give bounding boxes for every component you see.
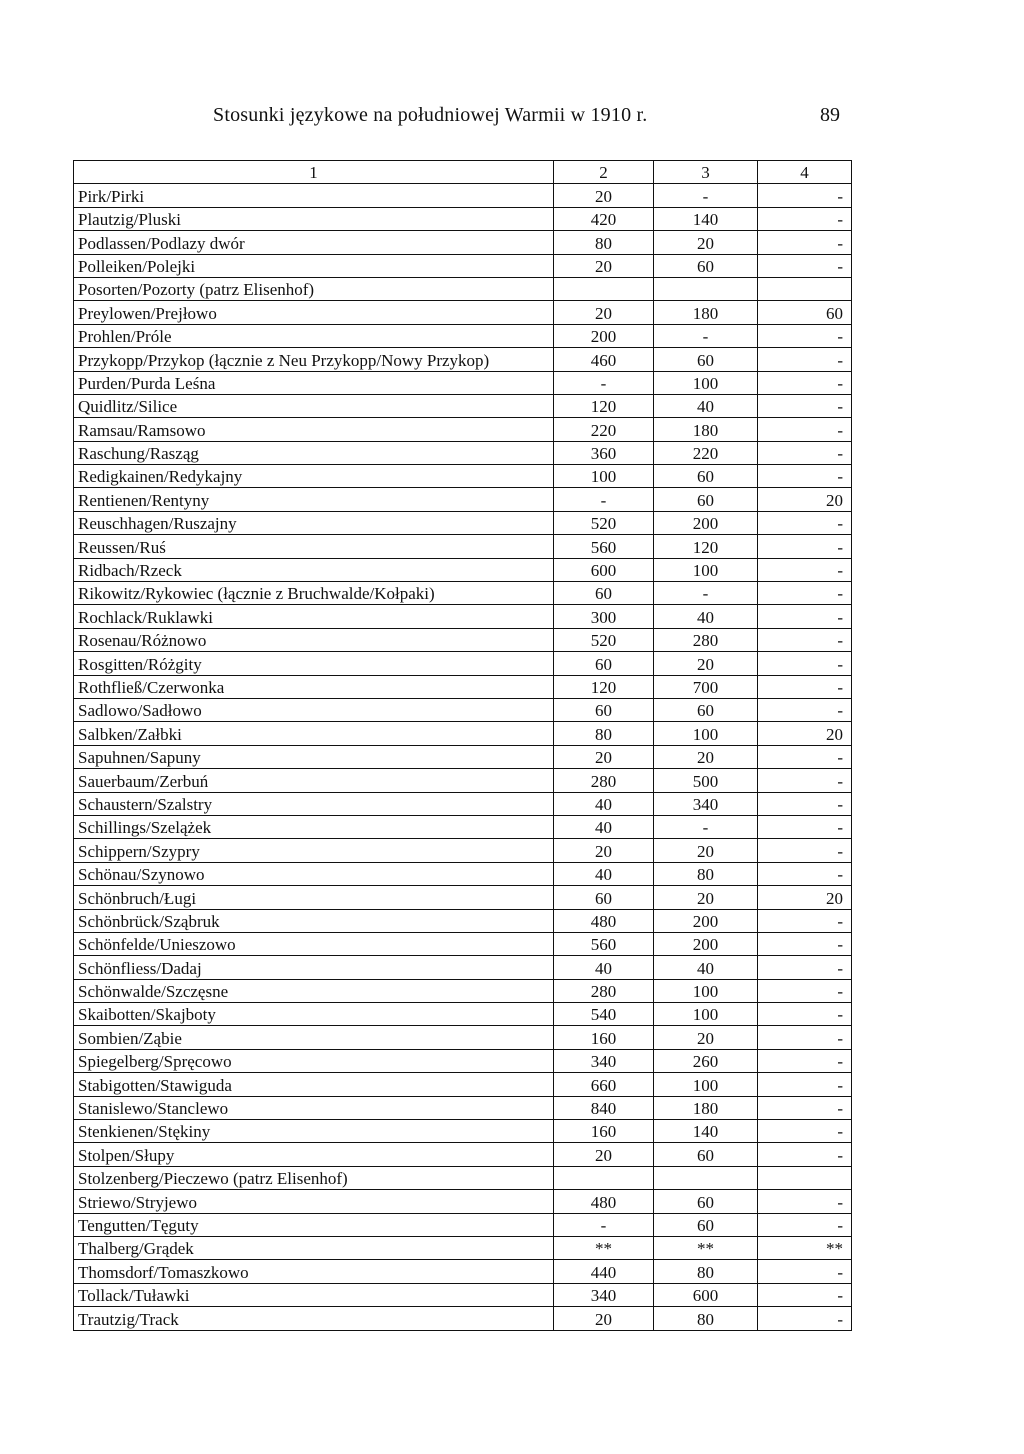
locality-name-cell: Sombien/Ząbie [74, 1026, 554, 1049]
value-cell-col3: 60 [654, 698, 758, 721]
value-cell-col4: - [758, 511, 852, 534]
table-row [74, 1003, 852, 1026]
value-cell-col3: 20 [654, 839, 758, 862]
value-cell-col3: 60 [654, 1190, 758, 1213]
value-cell-col3: 340 [654, 792, 758, 815]
value-cell-col3: 60 [654, 1213, 758, 1236]
locality-name-cell: Schönwalde/Szczęsne [74, 979, 554, 1002]
locality-name-cell: Thalberg/Grądek [74, 1236, 554, 1259]
value-cell-col3: 500 [654, 769, 758, 792]
value-cell-col2: 200 [554, 324, 654, 347]
value-cell-col4: - [758, 558, 852, 581]
table-row [74, 1166, 852, 1189]
locality-name-cell: Trautzig/Track [74, 1307, 554, 1330]
value-cell-col4: 60 [758, 301, 852, 324]
value-cell-col3: 20 [654, 1026, 758, 1049]
value-cell-col2: 20 [554, 254, 654, 277]
table-row [74, 184, 852, 207]
table-row [74, 1236, 852, 1259]
value-cell-col4: - [758, 815, 852, 838]
value-cell-col4: - [758, 628, 852, 651]
table-row [74, 582, 852, 605]
value-cell-col4: - [758, 1073, 852, 1096]
locality-name-cell: Ridbach/Rzeck [74, 558, 554, 581]
value-cell-col2: - [554, 1213, 654, 1236]
value-cell-col4: 20 [758, 886, 852, 909]
value-cell-col4: - [758, 792, 852, 815]
table-row [74, 722, 852, 745]
locality-name-cell: Schönbruch/Ługi [74, 886, 554, 909]
locality-name-cell: Tengutten/Tęguty [74, 1213, 554, 1236]
value-cell-col4: - [758, 839, 852, 862]
value-cell-col2: 60 [554, 652, 654, 675]
value-cell-col2: 20 [554, 1143, 654, 1166]
value-cell-col4 [758, 277, 852, 300]
value-cell-col3: 80 [654, 862, 758, 885]
value-cell-col3: 60 [654, 488, 758, 511]
value-cell-col4: 20 [758, 488, 852, 511]
value-cell-col4: - [758, 909, 852, 932]
value-cell-col4: - [758, 1260, 852, 1283]
value-cell-col2: 160 [554, 1026, 654, 1049]
locality-name-cell: Podlassen/Podlazy dwór [74, 231, 554, 254]
table-body [74, 184, 852, 1330]
locality-name-cell: Rochlack/Ruklawki [74, 605, 554, 628]
table-row [74, 324, 852, 347]
value-cell-col2: 460 [554, 348, 654, 371]
locality-name-cell: Sauerbaum/Zerbuń [74, 769, 554, 792]
value-cell-col2: 100 [554, 465, 654, 488]
value-cell-col2: 560 [554, 535, 654, 558]
value-cell-col3: 100 [654, 371, 758, 394]
table-row [74, 441, 852, 464]
table-row [74, 465, 852, 488]
locality-name-cell: Purden/Purda Leśna [74, 371, 554, 394]
value-cell-col2: 540 [554, 1003, 654, 1026]
value-cell-col4: - [758, 535, 852, 558]
value-cell-col3: 40 [654, 605, 758, 628]
running-title: Stosunki językowe na południowej Warmii w 1910 r. [213, 104, 648, 126]
table-row [74, 277, 852, 300]
locality-name-cell: Rothfließ/Czerwonka [74, 675, 554, 698]
value-cell-col3: 60 [654, 465, 758, 488]
value-cell-col2: 160 [554, 1120, 654, 1143]
value-cell-col4: - [758, 1283, 852, 1306]
value-cell-col2: 80 [554, 231, 654, 254]
value-cell-col2: 60 [554, 886, 654, 909]
locality-name-cell: Schönau/Szynowo [74, 862, 554, 885]
table-row [74, 394, 852, 417]
value-cell-col3: 180 [654, 418, 758, 441]
locality-name-cell: Stolpen/Słupy [74, 1143, 554, 1166]
value-cell-col4: - [758, 418, 852, 441]
table-row [74, 348, 852, 371]
value-cell-col4: - [758, 371, 852, 394]
value-cell-col4: - [758, 1143, 852, 1166]
locality-name-cell: Striewo/Stryjewo [74, 1190, 554, 1213]
locality-name-cell: Stanislewo/Stanclewo [74, 1096, 554, 1119]
value-cell-col2: 480 [554, 909, 654, 932]
value-cell-col4 [758, 1166, 852, 1189]
locality-name-cell: Plautzig/Pluski [74, 207, 554, 230]
table-row [74, 1260, 852, 1283]
value-cell-col4: - [758, 745, 852, 768]
value-cell-col4: - [758, 1096, 852, 1119]
locality-name-cell: Schippern/Szypry [74, 839, 554, 862]
value-cell-col4: - [758, 1026, 852, 1049]
value-cell-col4: - [758, 932, 852, 955]
locality-name-cell: Schönfliess/Dadaj [74, 956, 554, 979]
value-cell-col2: 520 [554, 628, 654, 651]
locality-name-cell: Rosenau/Różnowo [74, 628, 554, 651]
value-cell-col3: 600 [654, 1283, 758, 1306]
value-cell-col2: 60 [554, 582, 654, 605]
value-cell-col3: 60 [654, 348, 758, 371]
value-cell-col2: 600 [554, 558, 654, 581]
table-row [74, 675, 852, 698]
value-cell-col4: - [758, 582, 852, 605]
value-cell-col4: - [758, 441, 852, 464]
value-cell-col3: 100 [654, 1003, 758, 1026]
value-cell-col3 [654, 1166, 758, 1189]
locality-name-cell: Quidlitz/Silice [74, 394, 554, 417]
locality-name-cell: Thomsdorf/Tomaszkowo [74, 1260, 554, 1283]
locality-name-cell: Polleiken/Polejki [74, 254, 554, 277]
value-cell-col2: 340 [554, 1283, 654, 1306]
value-cell-col3: 20 [654, 886, 758, 909]
value-cell-col3: 80 [654, 1307, 758, 1330]
table-header-row [74, 161, 852, 184]
page-header [0, 98, 1024, 138]
table-row [74, 886, 852, 909]
locality-name-cell: Przykopp/Przykop (łącznie z Neu Przykopp/Nowy Przykop) [74, 348, 554, 371]
locality-name-cell: Preylowen/Prejłowo [74, 301, 554, 324]
value-cell-col3: 140 [654, 1120, 758, 1143]
locality-name-cell: Redigkainen/Redykajny [74, 465, 554, 488]
table-row [74, 932, 852, 955]
value-cell-col4: - [758, 1120, 852, 1143]
table-row [74, 815, 852, 838]
value-cell-col4: - [758, 652, 852, 675]
value-cell-col4: - [758, 1307, 852, 1330]
value-cell-col4: - [758, 1049, 852, 1072]
locality-name-cell: Posorten/Pozorty (patrz Elisenhof) [74, 277, 554, 300]
locality-name-cell: Pirk/Pirki [74, 184, 554, 207]
value-cell-col3: 180 [654, 301, 758, 324]
value-cell-col3: 60 [654, 254, 758, 277]
value-cell-col3: 700 [654, 675, 758, 698]
locality-name-cell: Stolzenberg/Pieczewo (patrz Elisenhof) [74, 1166, 554, 1189]
value-cell-col3: 200 [654, 511, 758, 534]
locality-name-cell: Sadlowo/Sadłowo [74, 698, 554, 721]
value-cell-col2: 660 [554, 1073, 654, 1096]
value-cell-col4: - [758, 184, 852, 207]
locality-table [73, 160, 852, 1331]
value-cell-col3: 100 [654, 979, 758, 1002]
value-cell-col3: 280 [654, 628, 758, 651]
table-row [74, 558, 852, 581]
value-cell-col3: - [654, 184, 758, 207]
value-cell-col2: 40 [554, 792, 654, 815]
value-cell-col4: - [758, 605, 852, 628]
value-cell-col4: 20 [758, 722, 852, 745]
value-cell-col2: 220 [554, 418, 654, 441]
value-cell-col3: 200 [654, 932, 758, 955]
column-header-4: 4 [758, 161, 852, 184]
value-cell-col2: 20 [554, 301, 654, 324]
table-row [74, 979, 852, 1002]
value-cell-col2: ** [554, 1236, 654, 1259]
value-cell-col4: ** [758, 1236, 852, 1259]
locality-name-cell: Sapuhnen/Sapuny [74, 745, 554, 768]
value-cell-col3: 40 [654, 394, 758, 417]
locality-name-cell: Rosgitten/Różgity [74, 652, 554, 675]
locality-name-cell: Ramsau/Ramsowo [74, 418, 554, 441]
table-row [74, 792, 852, 815]
table-row [74, 862, 852, 885]
value-cell-col3: 60 [654, 1143, 758, 1166]
locality-name-cell: Schönbrück/Sząbruk [74, 909, 554, 932]
table-row [74, 418, 852, 441]
table-row [74, 1073, 852, 1096]
table-row [74, 1143, 852, 1166]
value-cell-col4: - [758, 394, 852, 417]
value-cell-col4: - [758, 1213, 852, 1236]
value-cell-col3: - [654, 815, 758, 838]
table-row [74, 628, 852, 651]
value-cell-col3: 200 [654, 909, 758, 932]
locality-name-cell: Salbken/Załbki [74, 722, 554, 745]
table-row [74, 231, 852, 254]
value-cell-col4: - [758, 1190, 852, 1213]
value-cell-col4: - [758, 348, 852, 371]
value-cell-col2: 60 [554, 698, 654, 721]
table-row [74, 1190, 852, 1213]
locality-name-cell: Rentienen/Rentyny [74, 488, 554, 511]
value-cell-col4: - [758, 979, 852, 1002]
value-cell-col3: 180 [654, 1096, 758, 1119]
table-row [74, 745, 852, 768]
value-cell-col3: 120 [654, 535, 758, 558]
locality-name-cell: Spiegelberg/Spręcowo [74, 1049, 554, 1072]
table-row [74, 488, 852, 511]
table-row [74, 511, 852, 534]
value-cell-col2: 560 [554, 932, 654, 955]
table-row [74, 769, 852, 792]
value-cell-col3: 100 [654, 558, 758, 581]
value-cell-col4: - [758, 862, 852, 885]
value-cell-col4: - [758, 956, 852, 979]
locality-name-cell: Schönfelde/Unieszowo [74, 932, 554, 955]
value-cell-col3: - [654, 582, 758, 605]
locality-name-cell: Skaibotten/Skajboty [74, 1003, 554, 1026]
value-cell-col2: 20 [554, 1307, 654, 1330]
locality-name-cell: Reuschhagen/Ruszajny [74, 511, 554, 534]
locality-name-cell: Rikowitz/Rykowiec (łącznie z Bruchwalde/Kołpaki) [74, 582, 554, 605]
table-row [74, 1283, 852, 1306]
value-cell-col2 [554, 277, 654, 300]
value-cell-col2: 420 [554, 207, 654, 230]
value-cell-col2: 40 [554, 956, 654, 979]
column-header-3: 3 [654, 161, 758, 184]
value-cell-col3: 20 [654, 652, 758, 675]
table-row [74, 1213, 852, 1236]
locality-name-cell: Stenkienen/Stękiny [74, 1120, 554, 1143]
value-cell-col2: 40 [554, 815, 654, 838]
table-row [74, 1096, 852, 1119]
value-cell-col3: 20 [654, 745, 758, 768]
table-row [74, 1307, 852, 1330]
table-row [74, 909, 852, 932]
value-cell-col2: 840 [554, 1096, 654, 1119]
value-cell-col2: - [554, 371, 654, 394]
value-cell-col3: 100 [654, 722, 758, 745]
value-cell-col2: 340 [554, 1049, 654, 1072]
value-cell-col4: - [758, 675, 852, 698]
value-cell-col3: - [654, 324, 758, 347]
value-cell-col2: 120 [554, 394, 654, 417]
value-cell-col2: 300 [554, 605, 654, 628]
value-cell-col3: 220 [654, 441, 758, 464]
value-cell-col3: ** [654, 1236, 758, 1259]
value-cell-col4: - [758, 207, 852, 230]
table-row [74, 1049, 852, 1072]
locality-name-cell: Prohlen/Próle [74, 324, 554, 347]
value-cell-col2: 120 [554, 675, 654, 698]
column-header-2: 2 [554, 161, 654, 184]
table-row [74, 839, 852, 862]
value-cell-col2: 520 [554, 511, 654, 534]
table-row [74, 956, 852, 979]
value-cell-col2: - [554, 488, 654, 511]
value-cell-col2 [554, 1166, 654, 1189]
value-cell-col2: 80 [554, 722, 654, 745]
column-header-1: 1 [74, 161, 554, 184]
locality-name-cell: Reussen/Ruś [74, 535, 554, 558]
locality-name-cell: Schillings/Szelążek [74, 815, 554, 838]
value-cell-col3 [654, 277, 758, 300]
value-cell-col2: 40 [554, 862, 654, 885]
value-cell-col4: - [758, 698, 852, 721]
value-cell-col3: 100 [654, 1073, 758, 1096]
value-cell-col2: 440 [554, 1260, 654, 1283]
value-cell-col4: - [758, 324, 852, 347]
value-cell-col3: 40 [654, 956, 758, 979]
value-cell-col3: 80 [654, 1260, 758, 1283]
table-row [74, 605, 852, 628]
value-cell-col4: - [758, 231, 852, 254]
value-cell-col4: - [758, 769, 852, 792]
value-cell-col3: 260 [654, 1049, 758, 1072]
table-row [74, 301, 852, 324]
table-row [74, 207, 852, 230]
value-cell-col4: - [758, 465, 852, 488]
value-cell-col2: 480 [554, 1190, 654, 1213]
locality-name-cell: Tollack/Tuławki [74, 1283, 554, 1306]
table-row [74, 371, 852, 394]
table-row [74, 698, 852, 721]
table-row [74, 652, 852, 675]
table-row [74, 1026, 852, 1049]
value-cell-col2: 20 [554, 184, 654, 207]
table-row [74, 1120, 852, 1143]
value-cell-col2: 280 [554, 979, 654, 1002]
locality-name-cell: Schaustern/Szalstry [74, 792, 554, 815]
value-cell-col2: 20 [554, 745, 654, 768]
value-cell-col3: 20 [654, 231, 758, 254]
locality-name-cell: Stabigotten/Stawiguda [74, 1073, 554, 1096]
value-cell-col3: 140 [654, 207, 758, 230]
table-row [74, 535, 852, 558]
value-cell-col4: - [758, 254, 852, 277]
page-number: 89 [820, 104, 840, 126]
value-cell-col2: 280 [554, 769, 654, 792]
value-cell-col2: 360 [554, 441, 654, 464]
value-cell-col4: - [758, 1003, 852, 1026]
table-row [74, 254, 852, 277]
locality-name-cell: Raschung/Rasząg [74, 441, 554, 464]
value-cell-col2: 20 [554, 839, 654, 862]
